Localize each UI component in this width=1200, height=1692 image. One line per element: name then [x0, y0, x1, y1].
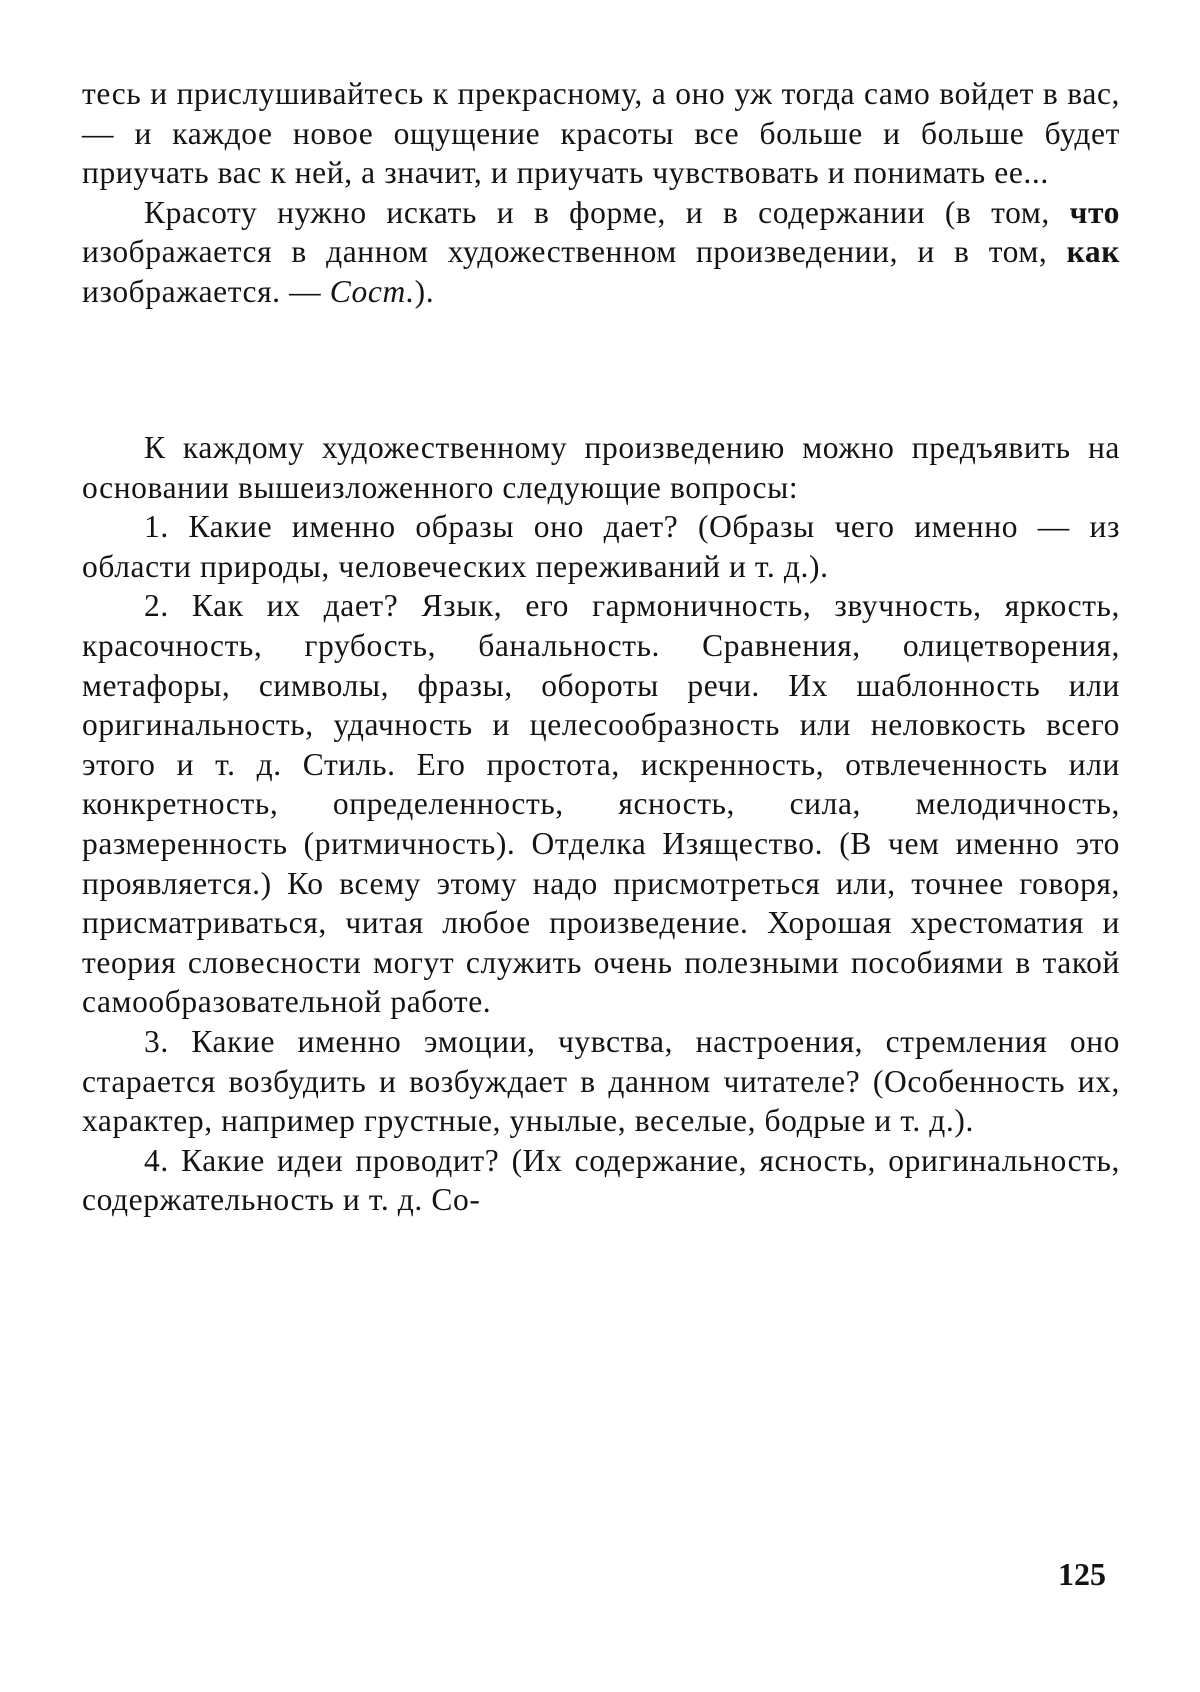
paragraph-beauty-note: [82, 193, 1120, 312]
text-run: Красоту нужно искать и в форме, и в содержании (в том,: [144, 194, 1070, 230]
question-4: 4. Какие идеи проводит? (Их содержание, ясность, оригинальность, содержательность и т. д. Со-: [82, 1142, 1120, 1218]
question-1: 1. Какие именно образы оно дает? (Образы чего именно — из области природы, человеческих переживаний и т. д.).: [82, 509, 1120, 584]
question-2: 2. Как их дает? Язык, его гармоничность, звучность, яркость, красочность, грубость, банальность. Сравнения, олицетворения, метафоры, символы, фразы, обороты речи. Их шаблонность или оригинальность, удачность и целесообразность или неловкость всего этого и т. д. Стиль. Его простота, искренность, отвлеченность или конкретность, определенность, ясность, сила, мелодичность, размеренность (ритмичность). Отделка Изящество. (В чем именно это проявляется.) Ко всему этому надо присмотреться или, точнее говоря, присматриваться, читая любое произведение. Хорошая хрестоматия и теория словесности могут служить очень полезными пособиями в такой самообразовательной работе.: [82, 588, 1120, 1020]
emphasis-what: что: [1069, 194, 1120, 230]
compiler-note: Сост.: [329, 273, 415, 309]
paragraph-intro: К каждому художественному произведению можно предъявить на основании вышеизложенного следующие вопросы:: [82, 430, 1120, 505]
text-section-top: [82, 74, 1120, 312]
emphasis-how: как: [1066, 234, 1120, 270]
text-run: изображается в данном художественном произведении, и в том,: [82, 234, 1067, 270]
page-number: 125: [1058, 1556, 1106, 1592]
text-run: ).: [414, 273, 435, 309]
text-section-questions: [82, 428, 1120, 1220]
text-run: изображается. —: [82, 273, 330, 309]
paragraph-continuation: тесь и прислушивайтесь к прекрасному, а оно уж тогда само войдет в вас, — и каждое новое ощущение красоты все больше и больше будет приучать вас к ней, а значит, и приучать чувствовать и понимать ее...: [82, 76, 1120, 191]
question-3: 3. Какие именно эмоции, чувства, настроения, стремления оно старается возбудить и возбуждает в данном читателе? (Особенность их, характер, например грустные, унылые, веселые, бодрые и т. д.).: [82, 1023, 1120, 1139]
